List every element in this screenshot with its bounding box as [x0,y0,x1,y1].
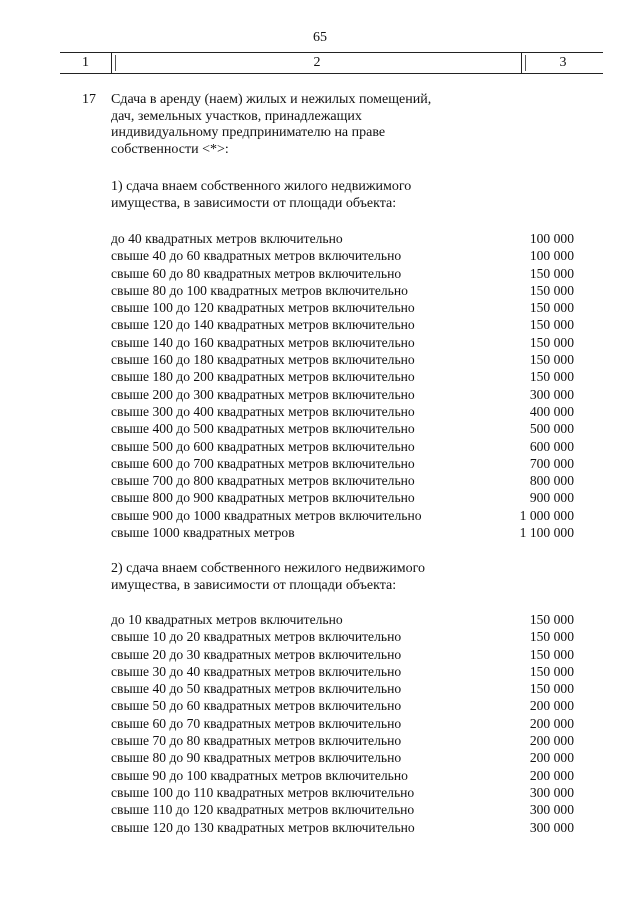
rate-row [111,265,581,282]
area-range: свыше 100 до 120 квадратных метров включительно [111,300,415,316]
rate-amount: 150 000 [529,334,574,350]
area-range: свыше 200 до 300 квадратных метров включительно [111,386,415,402]
area-range: свыше 900 до 1000 квадратных метров включительно [111,507,422,523]
area-range: свыше 60 до 70 квадратных метров включительно [111,715,402,731]
rate-amount: 200 000 [529,698,574,714]
rate-amount: 700 000 [529,455,574,471]
area-range: свыше 140 до 160 квадратных метров включительно [111,334,415,350]
rate-row [111,386,581,403]
rate-row [111,438,581,455]
rate-row [111,611,581,628]
page-number: 65 [313,30,327,45]
rate-amount: 1 100 000 [519,525,574,541]
column-header-1: 1 [82,55,89,70]
area-range: свыше 180 до 200 квадратных метров включительно [111,369,415,385]
column-header-3: 3 [521,53,604,73]
rate-row [111,368,581,385]
rate-amount: 200 000 [529,733,574,749]
area-range: свыше 80 до 90 квадратных метров включительно [111,750,402,766]
rate-amount: 300 000 [529,802,574,818]
area-range: свыше 300 до 400 квадратных метров включительно [111,403,415,419]
column-divider [115,55,116,71]
rate-amount: 150 000 [529,352,574,368]
rate-row [111,663,581,680]
rate-amount: 1 000 000 [519,507,574,523]
section-1-heading [111,179,471,212]
item-title-line: дач, земельных участков, принадлежащих [111,108,362,124]
area-range: свыше 1000 квадратных метров [111,525,295,541]
rate-amount: 500 000 [529,421,574,437]
rate-amount: 150 000 [529,369,574,385]
item-number: 17 [82,92,96,107]
rate-amount: 150 000 [529,317,574,333]
rate-row [111,819,581,836]
rate-row [111,524,581,541]
section-2-rate-list [111,611,581,836]
rate-amount: 200 000 [529,767,574,783]
area-range: свыше 120 до 140 квадратных метров включительно [111,317,415,333]
area-range: свыше 100 до 110 квадратных метров включительно [111,784,415,800]
area-range: свыше 50 до 60 квадратных метров включительно [111,698,402,714]
rate-amount: 150 000 [529,629,574,645]
section-heading-line: имущества, в зависимости от площади объекта: [111,577,397,593]
rate-row [111,247,581,264]
section-heading-line: имущества, в зависимости от площади объекта: [111,195,397,211]
rate-amount: 200 000 [529,715,574,731]
area-range: свыше 600 до 700 квадратных метров включительно [111,455,415,471]
area-range: свыше 400 до 500 квадратных метров включительно [111,421,415,437]
rate-amount: 150 000 [529,681,574,697]
rate-row [111,507,581,524]
rate-amount: 150 000 [529,300,574,316]
rate-row [111,697,581,714]
item-title-line: индивидуальному предпринимателю на праве [111,125,386,140]
area-range: свыше 120 до 130 квадратных метров включительно [111,819,415,835]
area-range: свыше 40 до 60 квадратных метров включительно [111,248,402,264]
rate-row [111,282,581,299]
rate-row [111,749,581,766]
area-range: свыше 700 до 800 квадратных метров включительно [111,473,415,489]
area-range: свыше 70 до 80 квадратных метров включительно [111,733,402,749]
area-range: свыше 40 до 50 квадратных метров включительно [111,681,402,697]
rate-amount: 600 000 [529,438,574,454]
area-range: свыше 500 до 600 квадратных метров включительно [111,438,415,454]
rate-row [111,472,581,489]
section-heading-line: 2) сдача внаем собственного нежилого недвижимого [111,561,426,576]
rate-row [111,784,581,801]
rate-amount: 100 000 [529,231,574,246]
area-range: свыше 80 до 100 квадратных метров включительно [111,282,408,298]
rate-row [111,455,581,472]
rate-row [111,646,581,663]
rate-amount: 150 000 [529,646,574,662]
area-range: свыше 110 до 120 квадратных метров включительно [111,802,415,818]
section-2-heading [111,561,441,594]
rate-amount: 900 000 [529,490,574,506]
rate-row [111,767,581,784]
rate-amount: 150 000 [529,663,574,679]
rate-row [111,801,581,818]
area-range: до 10 квадратных метров включительно [111,612,343,627]
item-title-line: Сдача в аренду (наем) жилых и нежилых помещений, [111,92,432,107]
item-title [111,92,471,158]
rate-row [111,351,581,368]
area-range: свыше 90 до 100 квадратных метров включительно [111,767,408,783]
rate-amount: 300 000 [529,819,574,835]
area-range: свыше 10 до 20 квадратных метров включительно [111,629,402,645]
rate-amount: 800 000 [529,473,574,489]
section-1-rate-list [111,230,581,541]
rate-row [111,334,581,351]
rate-amount: 150 000 [529,265,574,281]
rate-row [111,230,581,247]
rate-amount: 150 000 [529,282,574,298]
area-range: свыше 800 до 900 квадратных метров включительно [111,490,415,506]
area-range: свыше 160 до 180 квадратных метров включительно [111,352,415,368]
rate-row [111,628,581,645]
area-range: свыше 30 до 40 квадратных метров включительно [111,663,402,679]
item-title-line: собственности <*>: [111,141,229,157]
section-heading-line: 1) сдача внаем собственного жилого недвижимого [111,179,412,194]
rate-row [111,489,581,506]
rate-amount: 400 000 [529,403,574,419]
column-header-row [60,52,603,74]
rate-row [111,316,581,333]
rate-amount: 300 000 [529,386,574,402]
rate-amount: 200 000 [529,750,574,766]
column-header-2: 2 [111,53,522,73]
rate-row [111,732,581,749]
rate-row [111,680,581,697]
rate-row [111,715,581,732]
area-range: до 40 квадратных метров включительно [111,231,343,246]
rate-row [111,299,581,316]
rate-row [111,420,581,437]
rate-amount: 300 000 [529,784,574,800]
rate-row [111,403,581,420]
column-divider [525,55,526,71]
area-range: свыше 20 до 30 квадратных метров включительно [111,646,402,662]
area-range: свыше 60 до 80 квадратных метров включительно [111,265,402,281]
rate-amount: 150 000 [529,612,574,627]
rate-amount: 100 000 [529,248,574,264]
